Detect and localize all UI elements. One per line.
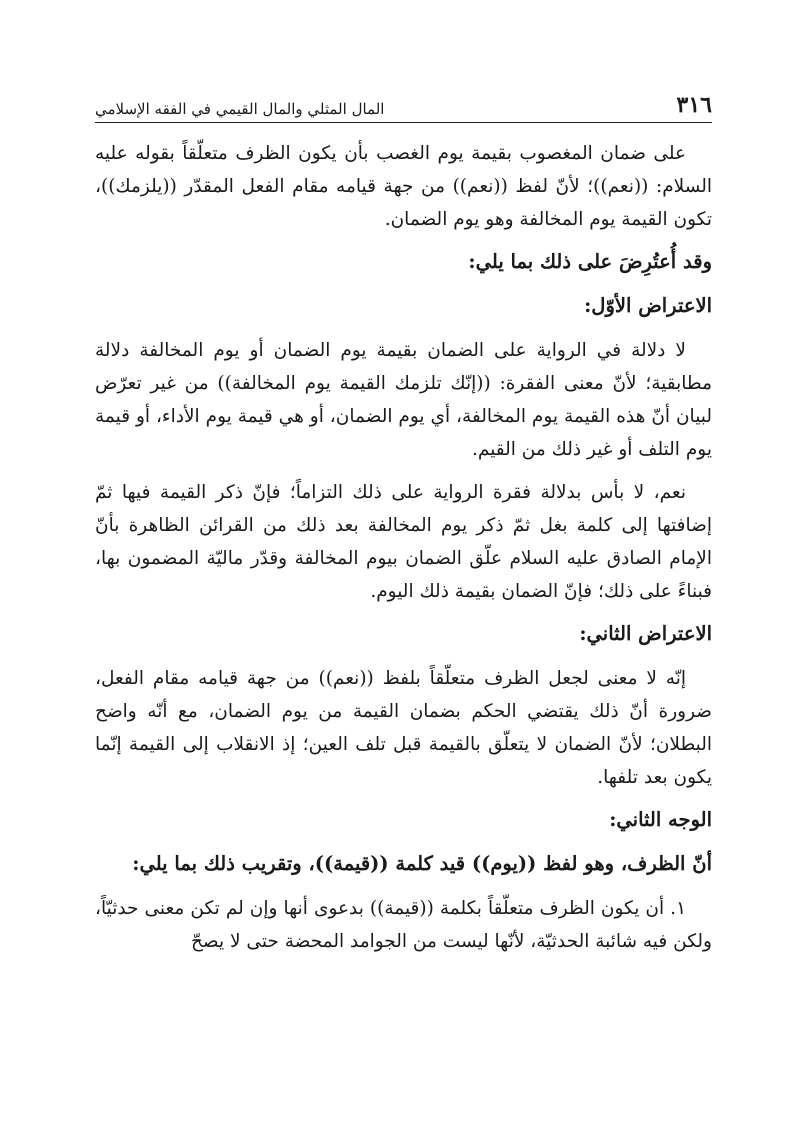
- paragraph-point-one: ١. أن يكون الظرف متعلّقاً بكلمة ((قيمة)) بدعوى أنها وإن لم تكن معنى حدثيّاً، ولكن فيه شائبة الحدثيّة، لأنّها ليست من الجوامد المحضة حتى لا يصحّ: [95, 898, 712, 952]
- paragraph-opening: على ضمان المغصوب بقيمة يوم الغصب بأن يكون الظرف متعلّقاً بقوله عليه السلام: ((نعم))؛ لأنّ لفظ ((نعم)) من جهة قيامه مقام الفعل المقدّر ((يلزمك))، تكون القيمة يوم المخالفة وهو يوم الضمان.: [95, 143, 712, 230]
- book-title: المال المثلي والمال القيمي في الفقه الإسلامي: [95, 100, 385, 118]
- paragraph-first-objection: لا دلالة في الرواية على الضمان بقيمة يوم الضمان أو يوم المخالفة دلالة مطابقية؛ لأنّ معنى الفقرة: ((إنّك تلزمك القيمة يوم المخالفة)) من غير تعرّض لبيان أنّ هذه القيمة يوم المخالفة، أي يوم الضمان، أو هي قيمة يوم الأداء، أو قيمة يوم التلف أو غير ذلك من القيم.: [95, 340, 712, 460]
- heading-second-aspect: الوجه الثاني:: [609, 808, 712, 831]
- heading-first-objection: الاعتراض الأوّل:: [584, 294, 712, 317]
- book-page: [95, 88, 712, 958]
- heading-adverb-qualifier: أنّ الظرف، وهو لفظ ((يوم)) قيد كلمة ((قيمة))، وتقريب ذلك بما يلي:: [132, 852, 712, 875]
- paragraph-concession: نعم، لا بأس بدلالة فقرة الرواية على ذلك التزاماً؛ فإنّ ذكر القيمة فيها ثمّ إضافتها إلى كلمة بغل ثمّ ذكر يوم المخالفة بعد ذلك من القرائن الظاهرة بأنّ الإمام الصادق عليه السلام علّق الضمان بيوم المخالفة وقدّر ماليّة المضمون بها، فبناءً على ذلك؛ فإنّ الضمان بقيمة ذلك اليوم.: [95, 482, 712, 602]
- body-text: [95, 137, 712, 958]
- running-header: [95, 88, 712, 123]
- heading-second-objection: الاعتراض الثاني:: [579, 622, 712, 645]
- page-number: ٣١٦: [676, 92, 712, 118]
- heading-objection-intro: وقد أُعتُرِضَ على ذلك بما يلي:: [468, 250, 712, 273]
- paragraph-second-objection: إنّه لا معنى لجعل الظرف متعلّقاً بلفظ ((نعم)) من جهة قيامه مقام الفعل، ضرورة أنّ ذلك يقتضي الحكم بضمان القيمة من يوم الضمان، مع أنّه واضح البطلان؛ لأنّ الضمان لا يتعلّق بالقيمة قبل تلف العين؛ إذ الانقلاب إلى القيمة إنّما يكون بعد تلفها.: [95, 668, 712, 788]
